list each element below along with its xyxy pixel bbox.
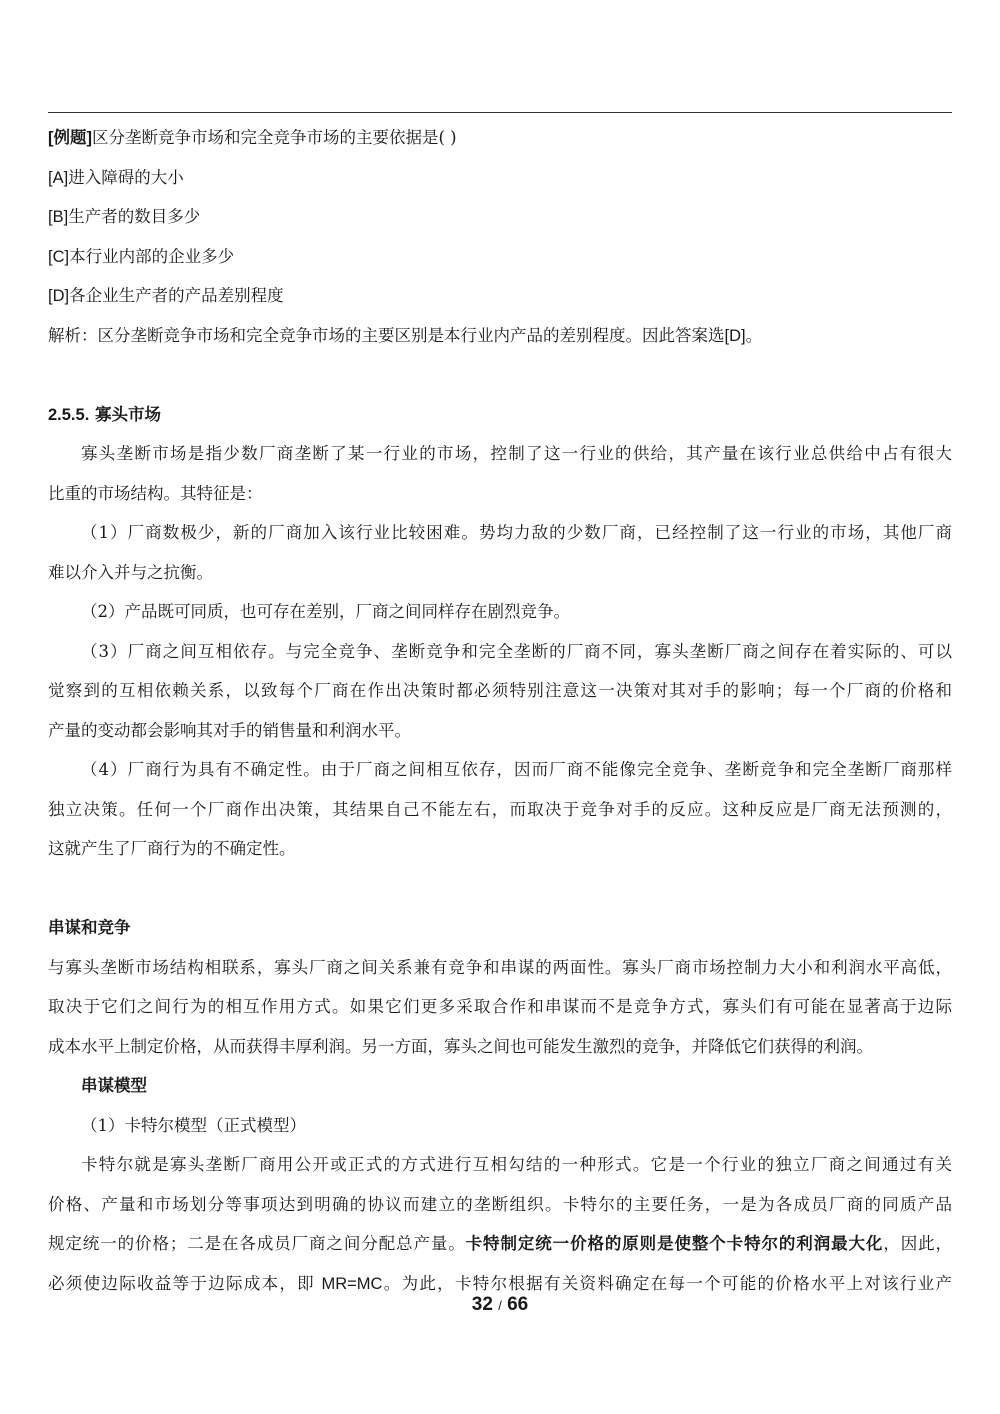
section-number: 2.5.5. <box>48 405 90 424</box>
total-pages: 66 <box>507 1294 529 1315</box>
cartel-line-1: 卡特尔就是寡头垄断厂商用公开或正式的方式进行互相勾结的一种形式。它是一个行业的独立厂商之间通过有关 <box>81 1155 952 1174</box>
collusion-paragraph-line: 取决于它们之间行为的相互作用方式。如果它们更多采取合作和串谋而不是竞争方式，寡头们有可能在显著高于边际 <box>48 997 952 1016</box>
page-separator: / <box>498 1298 502 1313</box>
section-heading <box>48 395 952 435</box>
collusion-paragraph-line: 成本水平上制定价格，从而获得丰厚利润。另一方面，寡头之间也可能发生激烈的竞争，并降低它们获得的利润。 <box>48 1036 873 1056</box>
collusion-paragraph-line: 与寡头垄断市场结构相联系，寡头厂商之间关系兼有竞争和串谋的两面性。寡头厂商市场控制力大小和利润水平高低， <box>48 957 952 977</box>
page-content <box>48 118 952 1303</box>
collusion-heading: 串谋和竞争 <box>48 918 131 937</box>
example-tag: [例题] <box>48 129 92 147</box>
feature-1-line: （1）厂商数极少，新的厂商加入该行业比较困难。势均力敌的少数厂商，已经控制了这一行业的市场，其他厂商 <box>81 523 952 542</box>
model-item: （1）卡特尔模型（正式模型） <box>81 1115 306 1135</box>
formula-mr-mc: MR=MC <box>321 1274 383 1293</box>
feature-4-line: （4）厂商行为具有不确定性。由于厂商之间相互依存，因而厂商不能像完全竞争、垄断竞争和完全垄断厂商那样 <box>81 760 952 779</box>
analysis-answer: [D] <box>724 326 746 345</box>
page-number <box>0 1294 1000 1316</box>
current-page: 32 <box>471 1294 493 1315</box>
feature-4-line: 独立决策。任何一个厂商作出决策，其结果自己不能左右，而取决于竞争对手的反应。这种反应是厂商无法预测的， <box>48 799 952 819</box>
model-heading: 串谋模型 <box>81 1076 147 1095</box>
option-d: [D]各企业生产者的产品差别程度 <box>48 286 284 305</box>
feature-3-line: 产量的变动都会影响其对手的销售量和利润水平。 <box>48 720 411 740</box>
feature-3-line: （3）厂商之间互相依存。与完全竞争、垄断竞争和完全垄断的厂商不同，寡头垄断厂商之间存在着实际的、可以 <box>81 641 952 661</box>
example-question-text: 区分垄断竞争市场和完全竞争市场的主要依据是( ) <box>92 128 457 147</box>
section-intro-line: 比重的市场结构。其特征是： <box>48 483 263 503</box>
example-question <box>48 118 952 158</box>
feature-2-line: （2）产品既可同质，也可存在差别，厂商之间同样存在剧烈竞争。 <box>81 602 570 621</box>
header-rule <box>48 112 952 113</box>
section-intro-line: 寡头垄断市场是指少数厂商垄断了某一行业的市场，控制了这一行业的供给，其产量在该行业总供给中占有很大 <box>81 444 952 463</box>
feature-1-line: 难以介入并与之抗衡。 <box>48 562 213 582</box>
cartel-line-3: 规定统一的价格；二是在各成员厂商之间分配总产量。卡特制定统一价格的原则是使整个卡特尔的利润最大化，因此， <box>48 1234 952 1253</box>
option-a: [A]进入障碍的大小 <box>48 167 184 187</box>
feature-3-line: 觉察到的互相依赖关系，以致每个厂商在作出决策时都必须特别注意这一决策对其对手的影响；每一个厂商的价格和 <box>48 681 952 700</box>
option-b: [B]生产者的数目多少 <box>48 207 201 226</box>
cartel-line-2: 价格、产量和市场划分等事项达到明确的协议而建立的垄断组织。卡特尔的主要任务，一是为各成员厂商的同质产品 <box>48 1194 952 1214</box>
section-title: 寡头市场 <box>95 404 162 424</box>
option-c: [C]本行业内部的企业多少 <box>48 246 235 266</box>
feature-4-line: 这就产生了厂商行为的不确定性。 <box>48 839 296 858</box>
example-analysis: 解析：区分垄断竞争市场和完全竞争市场的主要区别是本行业内产品的差别程度。因此答案选[D]。 <box>48 325 763 345</box>
cartel-key-principle: 卡特制定统一价格的原则是使整个卡特尔的利润最大化 <box>465 1234 884 1253</box>
cartel-line-4: 必须使边际收益等于边际成本，即 MR=MC。为此，卡特尔根据有关资料确定在每一个可能的价格水平上对该行业产 <box>48 1273 952 1293</box>
